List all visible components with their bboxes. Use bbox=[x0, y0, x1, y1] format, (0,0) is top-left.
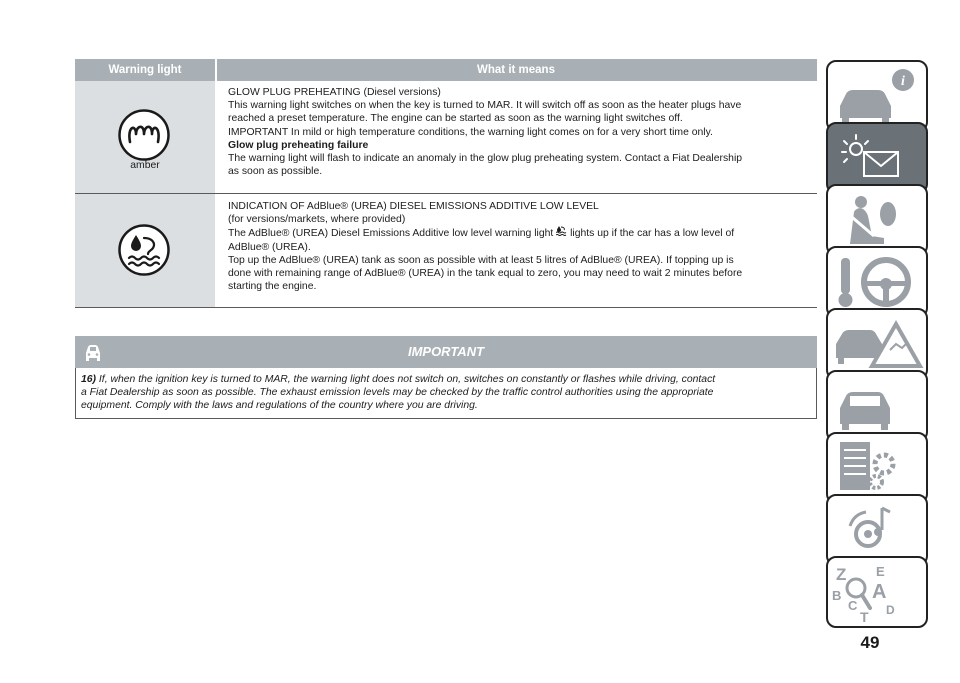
description-line: AdBlue® (UREA). bbox=[228, 241, 311, 253]
important-header bbox=[75, 336, 817, 368]
important-text bbox=[81, 373, 809, 413]
description-line: as soon as possible. bbox=[228, 166, 323, 178]
description-line: GLOW PLUG PREHEATING (Diesel versions) bbox=[228, 87, 441, 98]
note-reference: 16) bbox=[81, 374, 97, 385]
index-letter: E bbox=[876, 564, 885, 579]
index-letter: C bbox=[848, 598, 858, 613]
description-line: INDICATION OF AdBlue® (UREA) DIESEL EMISSIONS ADDITIVE LOW LEVEL bbox=[228, 201, 599, 212]
description-text: The AdBlue® (UREA) Diesel Emissions Additive low level warning light bbox=[228, 228, 554, 240]
column-header-what-it-means: What it means bbox=[477, 64, 555, 76]
table-header bbox=[75, 59, 817, 81]
description-line: IMPORTANT In mild or high temperature conditions, the warning light comes on for a very short time only. bbox=[228, 126, 713, 138]
row-divider bbox=[75, 307, 817, 308]
description-text: lights up if the car has a low level of bbox=[570, 228, 735, 240]
glow-plug-description bbox=[228, 86, 813, 178]
important-text-line: equipment. Comply with the laws and regulations of the country where you are driving. bbox=[81, 400, 478, 412]
index-letter: B bbox=[832, 588, 842, 603]
important-box bbox=[75, 368, 817, 419]
description-line: done with remaining range of AdBlue® (UREA) in the tank equal to zero, you may need to wait 2 minutes before bbox=[228, 268, 743, 280]
adblue-level-icon bbox=[117, 223, 171, 277]
description-line: reached a preset temperature. The engine can be started as soon as the warning light switches off. bbox=[228, 113, 683, 125]
index-letter: T bbox=[860, 609, 869, 625]
important-text-line: If, when the ignition key is turned to MAR, the warning light does not switch on, switches on constantly or flashes while driving, contact bbox=[98, 374, 716, 385]
description-line: (for versions/markets, where provided) bbox=[228, 214, 406, 226]
description-line: The warning light will flash to indicate an anomaly in the glow plug preheating system. Contact a Fiat Dealership bbox=[228, 153, 743, 165]
index-letter: D bbox=[886, 603, 895, 617]
important-title: IMPORTANT bbox=[407, 344, 485, 359]
page-number: 49 bbox=[860, 633, 880, 652]
description-line-with-icon bbox=[228, 226, 813, 240]
index-letter: A bbox=[872, 581, 887, 603]
column-header-warning-light: Warning light bbox=[108, 64, 182, 76]
glow-plug-failure-subheading: Glow plug preheating failure bbox=[228, 139, 369, 151]
description-line: Top up the AdBlue® (UREA) tank as soon as possible with at least 5 litres of AdBlue® (UREA). If topping up is bbox=[228, 254, 734, 266]
tab-index[interactable] bbox=[826, 556, 928, 628]
alphabetical-index-icon bbox=[828, 558, 928, 628]
svg-text:i: i bbox=[901, 74, 905, 89]
important-text-line: a Fiat Dealership as soon as possible. The exhaust emission levels may be checked by the traffic control authorities using the appropriate bbox=[81, 387, 714, 399]
icon-caption-amber: amber bbox=[130, 160, 160, 171]
adblue-description bbox=[228, 200, 813, 293]
index-letter: Z bbox=[836, 565, 847, 584]
glow-plug-icon bbox=[117, 108, 171, 162]
description-line: starting the engine. bbox=[228, 281, 317, 293]
adblue-inline-icon bbox=[556, 226, 567, 236]
description-line: This warning light switches on when the key is turned to MAR. It will switch off as soon as the heater plugs have bbox=[228, 100, 742, 112]
